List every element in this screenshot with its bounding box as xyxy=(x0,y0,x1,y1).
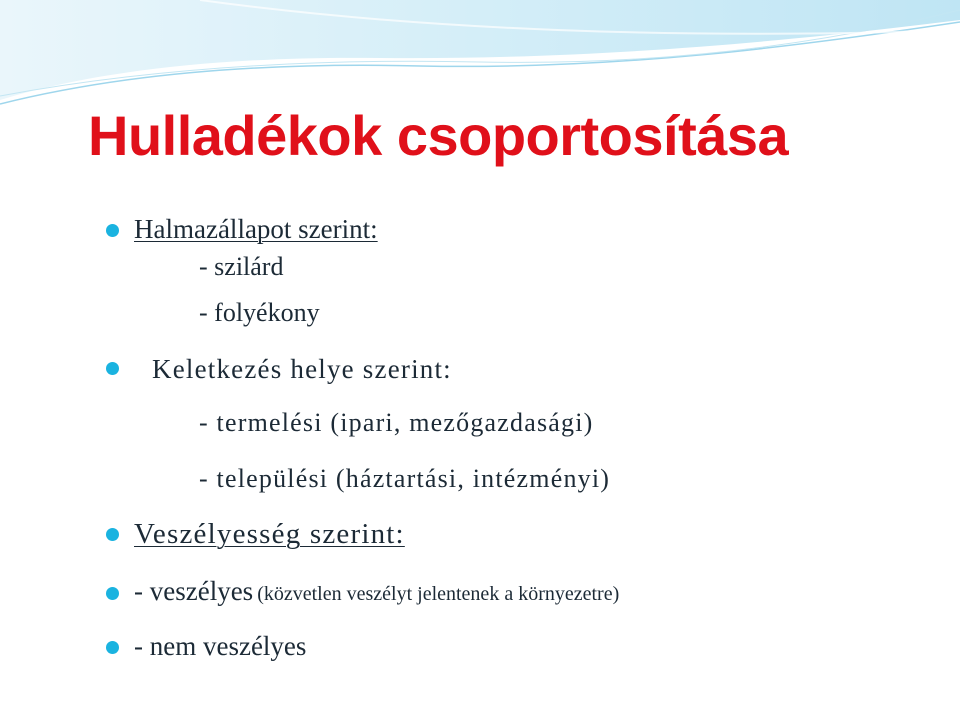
section-heading-keletkezes: Keletkezés helye szerint: xyxy=(152,354,452,384)
list-item-nem-veszelyes: - nem veszélyes xyxy=(134,631,307,661)
list-item-main: - veszélyes xyxy=(134,576,254,606)
decorative-wave-banner xyxy=(0,0,960,110)
section-heading-veszelyesseg: Veszélyesség szerint: xyxy=(134,518,405,550)
bullet-icon xyxy=(106,362,119,375)
list-item-telepulesi: - települési (háztartási, intézményi) xyxy=(199,464,611,493)
bullet-icon xyxy=(106,224,119,237)
bullet-icon xyxy=(106,528,119,541)
bullet-icon xyxy=(106,587,119,600)
page-title: Hulladékok csoportosítása xyxy=(88,104,789,167)
bullet-icon xyxy=(106,641,119,654)
list-item-note: (közvetlen veszélyt jelentenek a környezetre) xyxy=(257,583,620,605)
list-item-folyekony: - folyékony xyxy=(199,298,320,327)
list-item-veszelyes xyxy=(134,578,619,605)
list-item-szilard: - szilárd xyxy=(199,252,284,281)
list-item-termelesi: - termelési (ipari, mezőgazdasági) xyxy=(199,408,594,437)
section-heading-halmazallapot: Halmazállapot szerint: xyxy=(134,214,378,244)
